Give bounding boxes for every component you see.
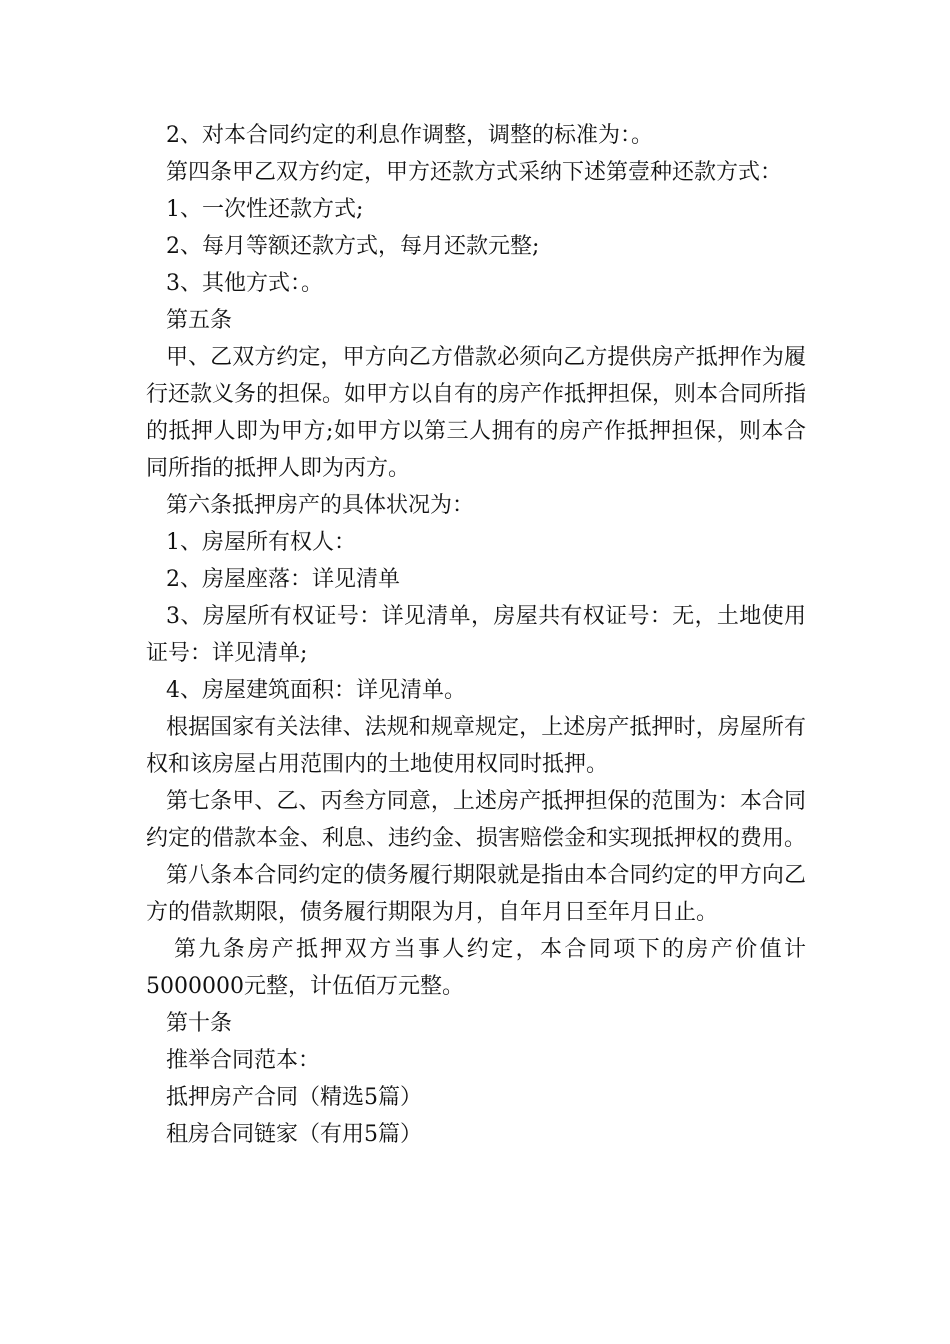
property-location: 2、房屋座落：详见清单 bbox=[166, 567, 400, 592]
property-owner: 1、房屋所有权人： bbox=[166, 530, 356, 555]
clause-5-body: 甲、乙双方约定，甲方向乙方借款必须向乙方提供房产抵押作为履行还款义务的担保。如甲方以自有的房产作抵押担保，则本合同所指的抵押人即为甲方;如甲方以第三人拥有的房产作抵押担保，则本合同所指的抵押人即为丙方。 bbox=[146, 345, 807, 481]
clause-6-title: 第六条抵押房产的具体状况为： bbox=[166, 493, 475, 518]
clause-5-title: 第五条 bbox=[166, 308, 233, 333]
repay-option-1: 1、一次性还款方式; bbox=[166, 197, 364, 222]
recommended-heading: 推举合同范本： bbox=[166, 1048, 321, 1073]
clause-9: 第九条房产抵押双方当事人约定，本合同项下的房产价值计5000000元整，计伍佰万元整。 bbox=[146, 937, 806, 999]
recommended-link-rental: 租房合同链家（有用5篇） bbox=[166, 1122, 422, 1147]
clause-4-title: 第四条甲乙双方约定，甲方还款方式采纳下述第壹种还款方式： bbox=[166, 160, 783, 185]
recommended-link-mortgage: 抵押房产合同（精选5篇） bbox=[166, 1085, 422, 1110]
document-page bbox=[146, 117, 806, 1153]
repay-option-3: 3、其他方式：。 bbox=[166, 271, 323, 296]
legal-basis: 根据国家有关法律、法规和规章规定，上述房产抵押时，房屋所有权和该房屋占用范围内的土地使用权同时抵押。 bbox=[146, 715, 806, 777]
property-certificate: 3、房屋所有权证号：详见清单，房屋共有权证号：无，土地使用证号：详见清单; bbox=[146, 604, 806, 666]
clause-7: 第七条甲、乙、丙叁方同意，上述房产抵押担保的范围为：本合同约定的借款本金、利息、违约金、损害赔偿金和实现抵押权的费用。 bbox=[146, 789, 807, 851]
clause-8: 第八条本合同约定的债务履行期限就是指由本合同约定的甲方向乙方的借款期限，债务履行期限为月，自年月日至年月日止。 bbox=[146, 863, 806, 925]
clause-interest-adjust: 2、对本合同约定的利息作调整，调整的标准为：。 bbox=[166, 123, 653, 148]
clause-10-title: 第十条 bbox=[166, 1011, 233, 1036]
repay-option-2: 2、每月等额还款方式，每月还款元整; bbox=[166, 234, 540, 259]
property-area: 4、房屋建筑面积：详见清单。 bbox=[166, 678, 466, 703]
